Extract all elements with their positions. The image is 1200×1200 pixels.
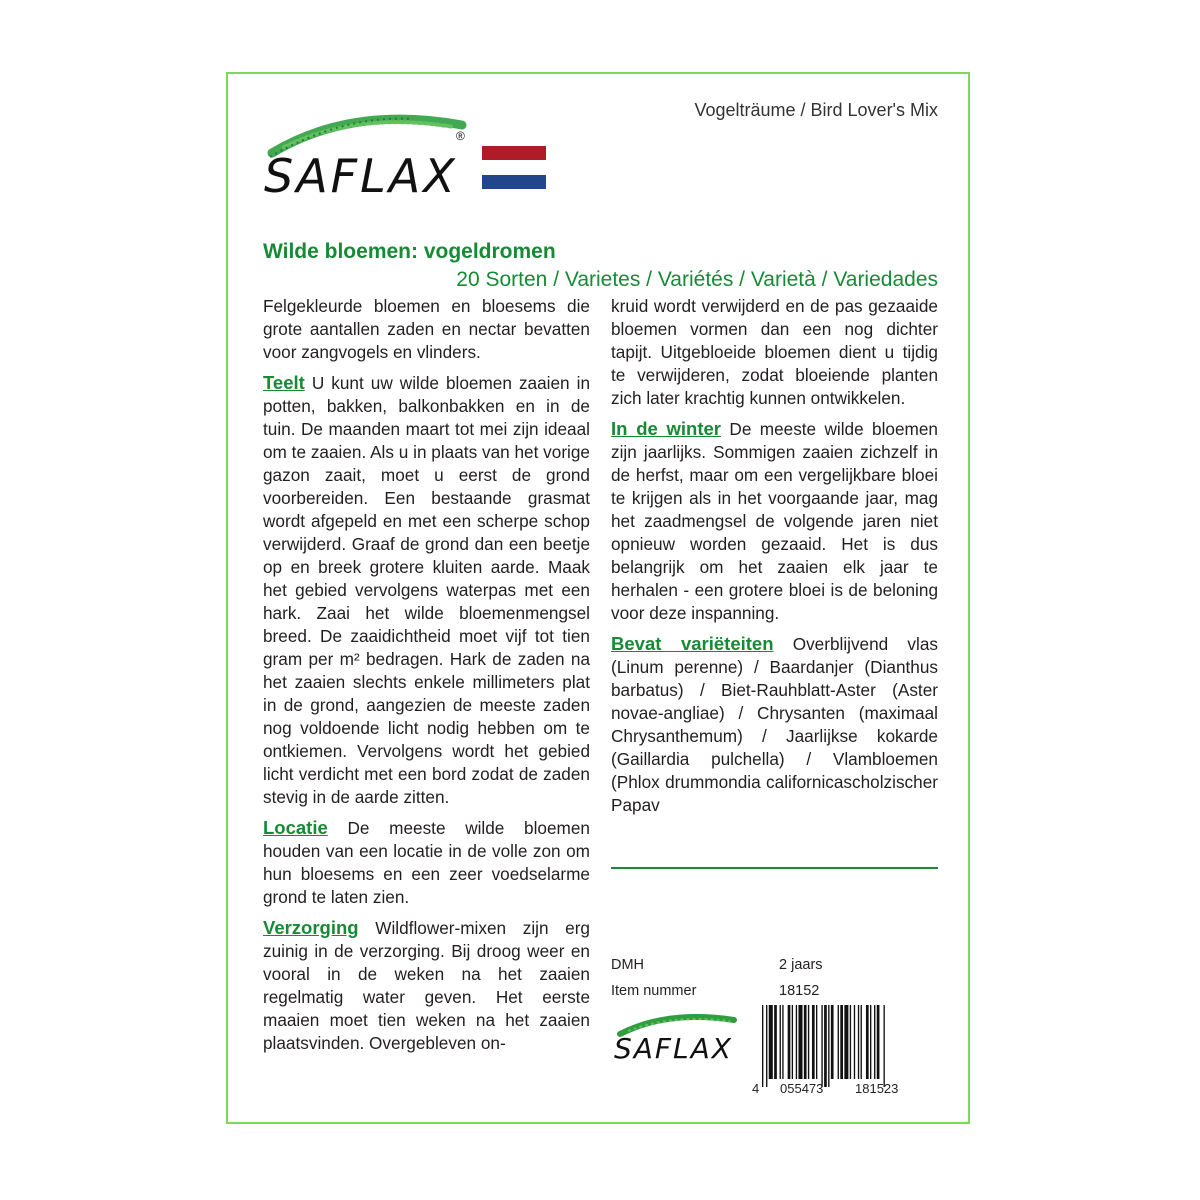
barcode-bar [804, 1005, 807, 1079]
barcode-bar [854, 1005, 855, 1079]
barcode-bar [840, 1005, 843, 1079]
item-number-label: Item nummer [611, 983, 697, 999]
brand-name-small: SAFLAX [614, 1032, 733, 1065]
product-subtitle: 20 Sorten / Varietes / Variétés / Varietà / Variedades [456, 268, 938, 291]
varieties-text: Overblijvend vlas (Linum perenne) / Baardanjer (Dianthus barbatus) / Biet-Rauhblatt-Aster (Aster novae-angliae) / Chrysanten (maximaal Chrysanthemum) / Jaarlijkse kokarde (Gaillardia pulchella) / Vlambloemen (Phlox drummondia californicascholzischer Papav [611, 634, 938, 815]
barcode-bar [816, 1005, 817, 1079]
barcode-bar [766, 1005, 767, 1087]
barcode-bar [870, 1005, 871, 1079]
barcode-bar [861, 1005, 862, 1079]
barcode-bar [812, 1005, 815, 1079]
barcode-bar [866, 1005, 869, 1079]
barcode-bar [792, 1005, 793, 1079]
varieties-section [611, 632, 938, 817]
divider [611, 867, 938, 869]
saflax-logo [262, 105, 472, 205]
barcode-bar [874, 1005, 875, 1079]
teelt-text: U kunt uw wilde bloemen zaaien in potten, bakken, balkonbakken en in de tuin. De maanden maart tot mei zijn ideaal om te zaaien. Als u in plaats van het vorige gazon zaait, moet u eerst de grond voorbereiden. Een bestaande grasmat wordt afgepeld en met een scherpe schop verwijderd. Graaf de grond dan een beetje op en breek grotere kluiten aarde. Maak het gebied vervolgens waterpas met een hark. Zaai het wilde bloemenmengsel breed. De zaaidichtheid moet vijf tot tien gram per m² bedragen. Hark de zaden na het zaaien slechts enkele millimeters plat in de grond, aangezien de meeste zaden nog voldoende licht nodig hebben om te ontkiemen. Vervolgens wordt het gebied licht verdicht met een bord zodat de zaden stevig in de aarde zitten. [263, 373, 590, 807]
barcode-bar [831, 1005, 834, 1079]
barcode-bar [877, 1005, 880, 1079]
barcode-bar [780, 1005, 781, 1079]
continuation-paragraph: kruid wordt verwijderd en de pas gezaaide bloemen vormen dan een nog dichter tapijt. Uitgebloeide bloemen dient u tijdig te verwijderen, zodat bloeiende planten zich later krachtig kunnen ontwikkelen. [611, 296, 938, 408]
barcode-bar [798, 1005, 802, 1079]
verzorging-heading: Verzorging [263, 917, 359, 938]
barcode-bar [828, 1005, 829, 1087]
item-number-value: 18152 [779, 983, 820, 999]
barcode-bar [788, 1005, 791, 1079]
brand-name: SAFLAX [264, 149, 458, 203]
flag-stripe-red [482, 146, 546, 160]
barcode-bar [821, 1005, 822, 1087]
flag-stripe-blue [482, 175, 546, 189]
barcode-digits-left: 055473 [780, 1081, 824, 1095]
registered-mark: ® [456, 129, 465, 143]
winter-section [611, 417, 938, 625]
product-title: Wilde bloemen: vogeldromen [263, 240, 556, 263]
locatie-heading: Locatie [263, 817, 328, 838]
barcode-bar [884, 1005, 885, 1087]
dmh-label: DMH [611, 957, 645, 973]
barcode-digits-right: 181523 [855, 1081, 899, 1095]
locatie-text: De meeste wilde bloemen houden van een locatie in de volle zon om hun bloesems en een zeer voedselarme grond te laten zien. [263, 818, 590, 907]
barcode-bar [850, 1005, 851, 1079]
barcode-bar [774, 1005, 777, 1079]
barcode-bar [844, 1005, 848, 1079]
verzorging-section [263, 916, 590, 1055]
winter-heading: In de winter [611, 418, 722, 439]
header-title: Vogelträume / Bird Lover's Mix [694, 100, 938, 120]
dmh-value: 2 jaars [779, 957, 823, 973]
barcode-bar [769, 1005, 773, 1079]
barcode-bar [762, 1005, 763, 1087]
verzorging-text: Wildflower-mixen zijn erg zuinig in de verzorging. Bij droog weer en vooral in de weken na het zaaien regelmatig water geven. Het eerste maaien moet tien weken na het zaaien plaatsvinden. Overgebleven on- [263, 918, 590, 1053]
netherlands-flag-icon [482, 146, 546, 189]
barcode-bar [858, 1005, 859, 1079]
left-column [263, 295, 590, 1062]
winter-text: De meeste wilde bloemen zijn jaarlijks. Sommigen zaaien zichzelf in de herfst, maar om een vergelijkbare bloei te krijgen als in het voorgaande jaar, mag het zaadmengsel de volgende jaren niet opnieuw worden gezaaid. Het is dus belangrijk om het zaaien elk jaar te herhalen - een grotere bloei is de beloning voor deze inspanning. [611, 419, 938, 623]
barcode-bar [782, 1005, 783, 1079]
barcode-bar [796, 1005, 797, 1079]
barcode-bar [808, 1005, 809, 1079]
teelt-section [263, 371, 590, 809]
barcode-digit-first: 4 [752, 1081, 760, 1095]
varieties-heading: Bevat variëteiten [611, 633, 774, 654]
barcode-bar [838, 1005, 839, 1079]
saflax-logo-small [612, 1010, 742, 1070]
locatie-section [263, 816, 590, 909]
intro-paragraph: Felgekleurde bloemen en bloesems die grote aantallen zaden en nectar bevatten voor zangvogels en vlinders. [263, 296, 590, 362]
barcode-bars [762, 1005, 885, 1087]
barcode [752, 1005, 927, 1095]
teelt-heading: Teelt [263, 372, 305, 393]
flag-stripe-white [482, 160, 546, 174]
right-column [611, 295, 938, 824]
barcode-bar [824, 1005, 827, 1087]
